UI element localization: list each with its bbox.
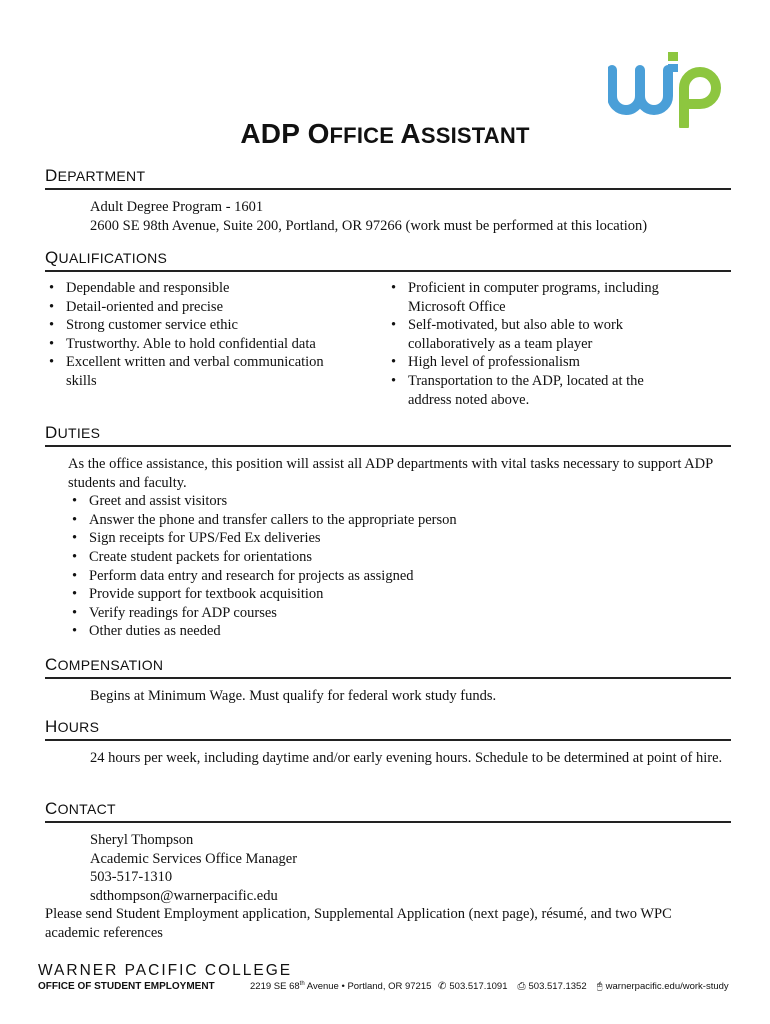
compensation-text: Begins at Minimum Wage. Must qualify for federal work study funds. [90, 688, 497, 704]
list-item: • Greet and assist visitors [68, 492, 728, 511]
contact-section [45, 799, 731, 943]
hours-text: 24 hours per week, including daytime and/or early evening hours. Schedule to be determined at point of hire. [90, 750, 723, 766]
list-item: • Strong customer service ethic [45, 316, 388, 335]
footer-address: 2219 SE 68th Avenue • Portland, OR 97215 [250, 981, 432, 993]
duties-section [45, 423, 731, 641]
compensation-section [45, 655, 731, 706]
qualifications-right-list [387, 279, 730, 409]
footer-phone: ✆ 503.517.1091 [438, 981, 508, 993]
hours-section [45, 717, 731, 768]
department-section [45, 166, 731, 235]
list-item: • Trustworthy. Able to hold confidential data [45, 335, 388, 354]
qualifications-left-list [45, 279, 388, 409]
office-name: OFFICE OF STUDENT EMPLOYMENT [38, 981, 215, 993]
list-item: • Excellent written and verbal communication skills [45, 353, 336, 390]
footer [38, 962, 738, 992]
logo-dot [668, 52, 678, 61]
department-line: Adult Degree Program - 1601 [90, 199, 264, 215]
list-item: • Perform data entry and research for projects as assigned [68, 567, 728, 586]
list-item: • Create student packets for orientations [68, 548, 728, 567]
list-item: • Other duties as needed [68, 622, 728, 641]
qualifications-section [45, 248, 731, 409]
phone-icon: ✆ [438, 981, 447, 993]
list-item: • Proficient in computer programs, including Microsoft Office [387, 279, 678, 316]
contact-email[interactable]: sdthompson@warnerpacific.edu [90, 887, 278, 904]
contact-heading: CONTACT [45, 799, 731, 823]
list-item: • Answer the phone and transfer callers to the appropriate person [68, 511, 728, 530]
footer-fax: ⎙ 503.517.1352 [517, 981, 587, 993]
mouse-icon: 🖰 [596, 981, 603, 993]
footer-web[interactable]: 🖰 warnerpacific.edu/work-study [596, 981, 729, 993]
contact-note: Please send Student Employment application, Supplemental Application (next page), résumé, and two WPC academic references [45, 906, 672, 941]
contact-phone: 503-517-1310 [90, 869, 173, 886]
compensation-heading: COMPENSATION [45, 655, 731, 679]
duties-list [68, 492, 728, 641]
college-name: WARNER PACIFIC COLLEGE [38, 962, 293, 979]
department-line: 2600 SE 98th Avenue, Suite 200, Portland, OR 97266 (work must be performed at this location) [90, 217, 648, 234]
duties-heading: DUTIES [45, 423, 731, 447]
department-heading: DEPARTMENT [45, 166, 731, 190]
contact-name: Sheryl Thompson [90, 832, 194, 848]
list-item: • High level of professionalism [387, 353, 730, 372]
hours-heading: HOURS [45, 717, 731, 741]
duties-intro: As the office assistance, this position will assist all ADP departments with vital tasks necessary to support ADP students and faculty. [68, 456, 713, 491]
logo-w-shape [612, 70, 668, 110]
list-item: • Self-motivated, but also able to work collaboratively as a team player [387, 316, 648, 353]
qualifications-heading: QUALIFICATIONS [45, 248, 731, 272]
contact-role: Academic Services Office Manager [90, 850, 298, 867]
list-item: • Sign receipts for UPS/Fed Ex deliveries [68, 529, 728, 548]
page-title: ADP OFFICE ASSISTANT [240, 118, 530, 149]
list-item: • Verify readings for ADP courses [68, 604, 728, 623]
warner-pacific-logo [608, 50, 726, 128]
list-item: • Transportation to the ADP, located at the address noted above. [387, 372, 678, 409]
list-item: • Dependable and responsible [45, 279, 388, 298]
list-item: • Detail-oriented and precise [45, 298, 388, 317]
list-item: • Provide support for textbook acquisition [68, 585, 728, 604]
fax-icon: ⎙ [517, 981, 526, 993]
